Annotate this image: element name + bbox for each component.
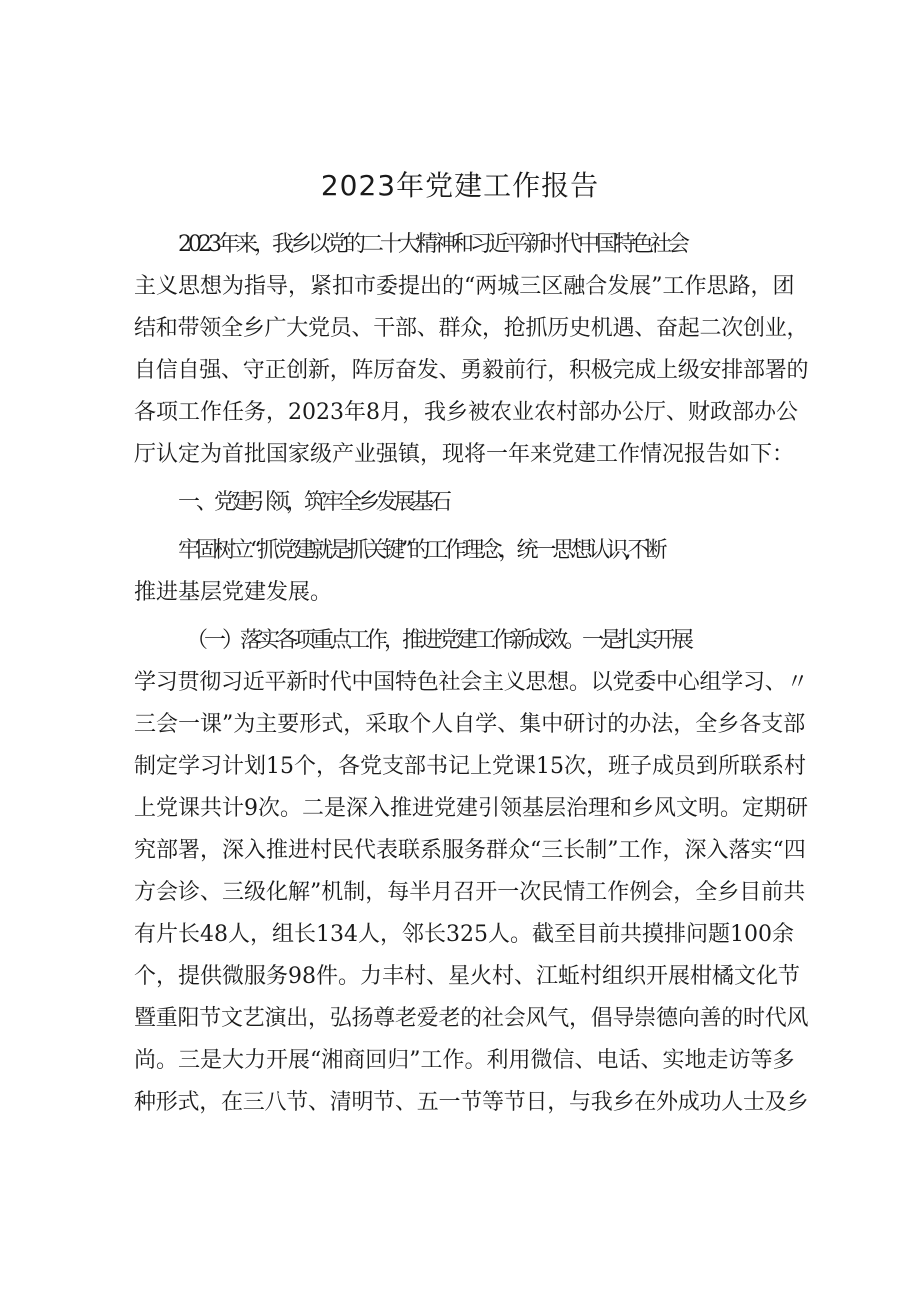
paragraph-line: 2023年来，我乡以党的二十大精神和习近平新时代中国特色社会 bbox=[178, 232, 686, 257]
paragraph-line: 制定学习计划15个，各党支部书记上党课15次，班子成员到所联系村 bbox=[134, 754, 806, 779]
paragraph-line: （一）落实各项重点工作，推进党建工作新成效。一是扎实开展 bbox=[186, 628, 691, 653]
paragraph-line: 各项工作任务，2023年8月，我乡被农业农村部办公厅、财政部办公 bbox=[134, 400, 798, 425]
paragraph-line: 厅认定为首批国家级产业强镇，现将一年来党建工作情况报告如下： bbox=[134, 442, 795, 467]
paragraph-line: 学习贯彻习近平新时代中国特色社会主义思想。以党委中心组学习、〃 bbox=[134, 670, 809, 695]
paragraph-line: 尚。三是大力开展“湘商回归”工作。利用微信、电话、实地走访等多 bbox=[134, 1048, 795, 1073]
paragraph-line: 上党课共计9次。二是深入推进党建引领基层治理和乡风文明。定期研 bbox=[134, 796, 808, 821]
section-heading: 一、党建引领，筑牢全乡发展基石 bbox=[178, 490, 449, 515]
paragraph-line: 三会一课”为主要形式，采取个人自学、集中研讨的办法，全乡各支部 bbox=[134, 712, 806, 737]
paragraph-line: 有片长48人，组长134人，邻长325人。截至目前共摸排问题100余 bbox=[134, 922, 794, 947]
paragraph-line: 主义思想为指导，紧扣市委提出的“两城三区融合发展”工作思路，团 bbox=[134, 274, 795, 299]
paragraph-line: 自信自强、守正创新，阵厉奋发、勇毅前行，积极完成上级安排部署的 bbox=[134, 358, 809, 383]
paragraph-line: 究部署，深入推进村民代表联系服务群众“三长制”工作，深入落实“四 bbox=[134, 838, 806, 863]
paragraph-line: 牢固树立“抓党建就是抓关键”的工作理念，统一思想认识,不断 bbox=[178, 538, 664, 563]
paragraph-line: 暨重阳节文艺演出，弘扬尊老爱老的社会风气，倡导崇德向善的时代风 bbox=[134, 1006, 809, 1031]
paragraph-line: 种形式，在三八节、清明节、五一节等节日，与我乡在外成功人士及乡 bbox=[134, 1090, 809, 1115]
paragraph-line: 推进基层党建发展。 bbox=[134, 580, 333, 605]
paragraph-line: 结和带领全乡广大党员、干部、群众，抢抓历史机遇、奋起二次创业， bbox=[134, 316, 809, 341]
document-title: 2023年党建工作报告 bbox=[320, 169, 600, 202]
paragraph-line: 个，提供微服务98件。力丰村、星火村、江蚯村组织开展柑橘文化节 bbox=[134, 964, 800, 989]
paragraph-line: 方会诊、三级化解”机制，每半月召开一次民情工作例会，全乡目前共 bbox=[134, 880, 806, 905]
